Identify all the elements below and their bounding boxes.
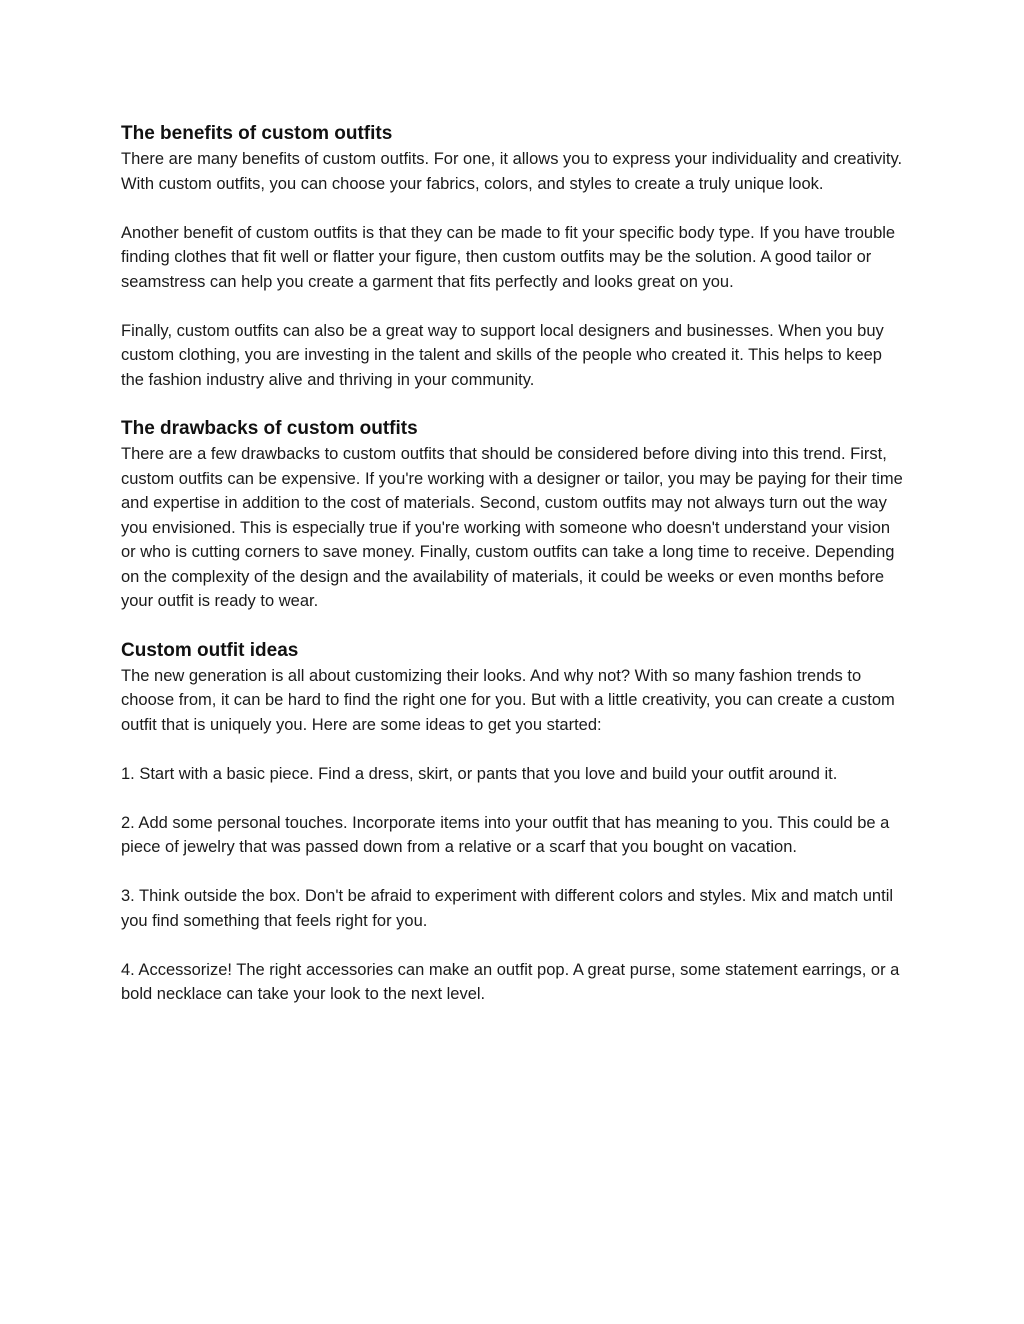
section-ideas	[121, 638, 907, 1007]
paragraph: Another benefit of custom outfits is that they can be made to fit your specific body type. If you have trouble finding clothes that fit well or flatter your figure, then custom outfits may be the solution. A good tailor or seamstress can help you create a garment that fits perfectly and looks great on you.	[121, 223, 896, 291]
list-item: 2. Add some personal touches. Incorporate items into your outfit that has meaning to you. This could be a piece of jewelry that was passed down from a relative or a scarf that you bought on vacation.	[121, 813, 890, 856]
section-title: The benefits of custom outfits	[121, 123, 393, 144]
section-title: The drawbacks of custom outfits	[121, 418, 418, 439]
paragraph: The new generation is all about customizing their looks. And why not? With so many fashion trends to choose from, it can be hard to find the right one for you. But with a little creativity, you can create a custom outfit that is uniquely you. Here are some ideas to get you started:	[121, 666, 895, 734]
document-page	[121, 121, 907, 1007]
section-title: Custom outfit ideas	[121, 639, 299, 661]
section-benefits	[121, 121, 907, 392]
paragraph: There are many benefits of custom outfits. For one, it allows you to express your individuality and creativity. With custom outfits, you can choose your fabrics, colors, and styles to create a truly unique look.	[121, 150, 903, 193]
list-item: 4. Accessorize! The right accessories can make an outfit pop. A great purse, some statement earrings, or a bold necklace can take your look to the next level.	[121, 960, 900, 1003]
list-item: 1. Start with a basic piece. Find a dress, skirt, or pants that you love and build your outfit around it.	[121, 764, 838, 783]
paragraph: There are a few drawbacks to custom outfits that should be considered before diving into this trend. First, custom outfits can be expensive. If you're working with a designer or tailor, you may be paying for their time and expertise in addition to the cost of materials. Second, custom outfits may not always turn out the way you envisioned. This is especially true if you're working with someone who doesn't understand your vision or who is cutting corners to save money. Finally, custom outfits can take a long time to receive. Depending on the complexity of the design and the availability of materials, it could be weeks or even months before your outfit is ready to wear.	[121, 445, 903, 610]
paragraph: Finally, custom outfits can also be a great way to support local designers and businesses. When you buy custom clothing, you are investing in the talent and skills of the people who created it. This helps to keep the fashion industry alive and thriving in your community.	[121, 321, 884, 389]
list-item: 3. Think outside the box. Don't be afraid to experiment with different colors and styles. Mix and match until you find something that feels right for you.	[121, 887, 894, 930]
section-drawbacks	[121, 416, 907, 614]
